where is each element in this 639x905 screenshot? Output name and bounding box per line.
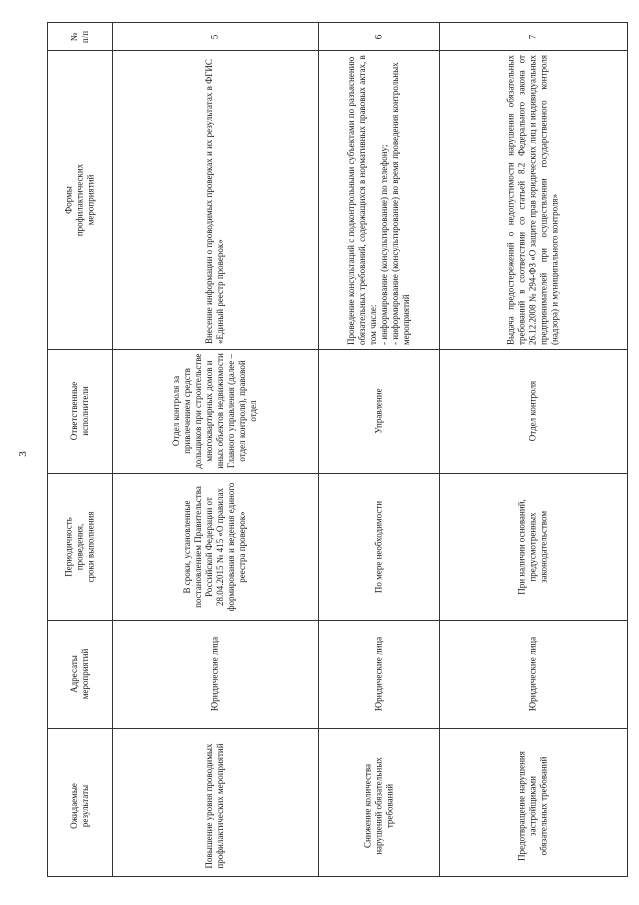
- header-forms: Формы профилактических мероприятий: [63, 163, 96, 236]
- row6-results: Снижение количества нарушений обязательных требований: [362, 756, 394, 855]
- row5-executors: Отдел контроля за привлечением средств дольщиков при строительстве многоквартирных домов и иных объектов недвижимости Главного управления (далее – отдел контроля), правовой отдел: [171, 353, 258, 469]
- row6-addressees-cell: [318, 620, 439, 728]
- header-forms-cell: [48, 50, 112, 349]
- row6-executors-cell: [318, 349, 439, 473]
- row7-results-cell: [439, 733, 627, 878]
- row7-addressees-cell: [439, 620, 627, 728]
- row5-num-cell: [112, 23, 318, 50]
- header-periodicity: Периодичность проведения, сроки выполнения: [63, 511, 96, 583]
- row7-periodicity: При наличии оснований, предусмотренных законодательством: [516, 498, 549, 595]
- page-number: 3: [17, 451, 29, 457]
- row6-periodicity-cell: [318, 473, 439, 620]
- header-num: № п/п: [69, 30, 90, 43]
- header-periodicity-cell: [48, 473, 112, 620]
- header-results: Ожидаемые результаты: [69, 782, 90, 829]
- row7-num: 7: [527, 34, 538, 39]
- row6-executors: Управление: [373, 388, 383, 434]
- row6-periodicity: По мере необходимости: [373, 500, 383, 593]
- row5-addressees-cell: [112, 620, 318, 728]
- row6-forms: Проведение консультаций с подконтрольными субъектами по разъяснению обязательных требований, содержащихся в нормативных правовых актах, в том числе: - информирование (консультирование) по телефону; - информирование (консультирование) во время проведения контрольных мероприятий: [345, 54, 411, 345]
- row6-num: 6: [373, 34, 383, 39]
- row5-forms-cell: [112, 50, 318, 349]
- header-executors: Ответственные исполнители: [69, 381, 90, 441]
- column-divider: [48, 728, 627, 729]
- row6-forms-cell: [318, 50, 439, 349]
- row6-addressees: Юридические лица: [373, 636, 383, 712]
- row7-periodicity-cell: [439, 473, 627, 620]
- row6-results-cell: [318, 733, 439, 878]
- row7-executors: Отдел контроля: [527, 380, 538, 442]
- row5-periodicity-cell: [112, 473, 318, 620]
- row5-periodicity: В сроки, установленные постановлением Правительства Российской Федерации от 28.04.2015 № 415 «О правилах формирования и ведения единого реестра проверок»: [182, 482, 247, 611]
- header-executors-cell: [48, 349, 112, 473]
- row5-addressees: Юридические лица: [209, 636, 220, 712]
- row5-forms: Внесение информации о проводимых проверках и их результатах в ФГИС «Единый реестр проверок»: [204, 58, 225, 344]
- header-results-cell: [48, 733, 112, 878]
- row5-executors-cell: [112, 349, 318, 473]
- row5-results: Повышение уровня проводимых профилактических мероприятий: [204, 742, 225, 869]
- header-addressees-cell: [48, 620, 112, 728]
- row7-executors-cell: [439, 349, 627, 473]
- row6-num-cell: [318, 23, 439, 50]
- header-addressees: Адресаты мероприятий: [69, 648, 90, 700]
- row7-num-cell: [439, 23, 627, 50]
- row5-results-cell: [112, 733, 318, 878]
- row5-num: 5: [209, 34, 220, 39]
- row7-addressees: Юридические лица: [527, 636, 538, 712]
- header-num-cell: [48, 23, 112, 50]
- row7-results: Предотвращение нарушения застройщиками обязательных требований: [516, 750, 549, 861]
- row7-forms-cell: [439, 50, 627, 349]
- events-table: [47, 22, 628, 877]
- row7-forms: Выдача предостережений о недопустимости нарушения обязательных требований в соответствии со статьей 8.2 Федерального закона от 26.12.2008 № 294-ФЗ «О защите прав юридических лиц и индивидуальных предпринимателей при осуществлении государственного контроля (надзора) и муниципального контроля»: [505, 54, 560, 345]
